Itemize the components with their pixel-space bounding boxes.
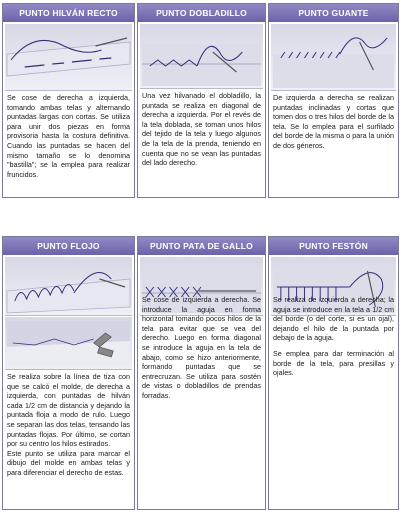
cell-text: De izquierda a derecha se realizan puntadas inclinadas y cortas que tomen dos o tres hilos del borde de la tela. Se lo emplea para el surfilado del borde de la misma o para la unión de dos géneros.: [273, 93, 394, 150]
cell-title: PUNTO PATA DE GALLO: [138, 237, 265, 255]
illustration-hilvan: [5, 24, 132, 91]
cell-text-paragraph: Se realiza de izquierda a derecha; la aguja se introduce en la tela a 1/2 cm del borde (o del corte, si es un ojal), dejando el hilo de la puntada por debajo de la aguja.: [273, 295, 394, 343]
cell-punto-flojo: [2, 236, 135, 510]
cell-text: [273, 295, 394, 378]
cell-text: Se cose de izquierda a derecha. Se introduce la aguja en forma horizontal tomando pocos hilos de la tela para evitar que se vea del derecho. Luego en forma diagonal se introduce la aguja en la tela de abajo, como se hizo anteriormente, formando puntadas que se entrecruzan. Se utiliza para sostén de vistas o dobladillos de prendas forradas.: [142, 295, 261, 400]
cell-text: Una vez hilvanado el dobladillo, la puntada se realiza en diagonal de derecha a izquierda. Por el revés de la tela doblada, se toman unos hilos del tejido de la tela y luego algunos de la tela de la prenda, teniendo en cuenta que no se vean las puntadas del lado derecho.: [142, 91, 261, 168]
cell-text: Se cose de derecha a izquierda, tomando ambas telas y alternando puntadas largas con cortas. Se utiliza para unir dos piezas en forma provisoria hasta la costura definitiva. Cuando las puntadas se hacen del mismo tamaño se lo denomina "bastilla"; se la emplea para realizar fruncidos.: [7, 93, 130, 179]
illustration-guante: [271, 24, 396, 91]
cell-punto-feston: [268, 236, 399, 510]
cell-punto-pata-de-gallo: [137, 236, 266, 510]
cell-title: PUNTO DOBLADILLO: [138, 4, 265, 22]
illustration-flojo-2: [5, 317, 132, 370]
cell-text-paragraph: Este punto se utiliza para marcar el dibujo del molde en ambas telas y para diferenciar el derecho de estas.: [7, 448, 130, 477]
illustration-dobladillo: [140, 24, 263, 89]
cell-text-paragraph: Se emplea para dar terminación al borde de la tela, para presillas y ojales.: [273, 348, 394, 378]
cell-title: PUNTO GUANTE: [269, 4, 398, 22]
cell-title: PUNTO FLOJO: [3, 237, 134, 255]
cell-punto-guante: [268, 3, 399, 198]
cell-text-paragraph: Se realiza sobre la línea de tiza con que se calcó el molde, de derecha a izquierda, con puntadas de hilván cada 1/2 cm de distancia y dejando la puntada floja a modo de rulo. Luego se separan las dos telas, tensando las puntadas flojas. Por último, se cortan por su centro los hilos estirados.: [7, 372, 130, 449]
cell-text: [7, 372, 130, 478]
cell-punto-hilvan: [2, 3, 135, 198]
cell-title: PUNTO FESTÓN: [269, 237, 398, 255]
illustration-flojo-1: [5, 257, 132, 316]
cell-title: PUNTO HILVÁN RECTO: [3, 4, 134, 22]
cell-punto-dobladillo: [137, 3, 266, 198]
